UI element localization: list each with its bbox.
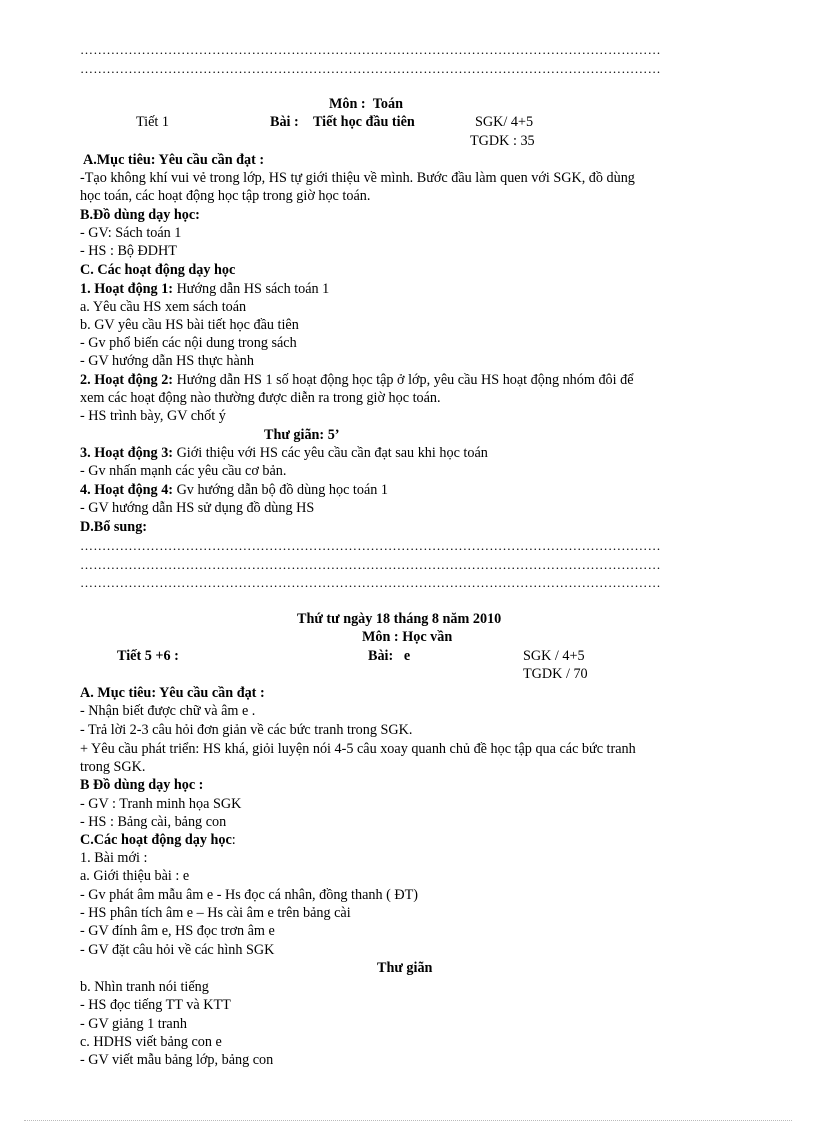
lesson-title: e <box>403 648 411 664</box>
activity-1: 1. Hoạt động 1: Hướng dẫn HS sách toán 1 <box>80 281 330 297</box>
list-item: - Trả lời 2-3 câu hỏi đơn giản về các bức tranh trong SGK. <box>80 722 413 738</box>
list-item: b. Nhìn tranh nói tiếng <box>80 979 209 995</box>
lesson1-subject-line <box>329 95 403 113</box>
dotted-line: …………………………………………………………………………………………………………………… <box>80 538 661 553</box>
activity-4: 4. Hoạt động 4: Gv hướng dẫn bộ đồ dùng học toán 1 <box>80 482 388 498</box>
dotted-line: …………………………………………………………………………………………………………………… <box>80 42 661 57</box>
subject-label: Môn : <box>362 629 399 645</box>
list-item: - HS trình bày, GV chốt ý <box>80 408 226 424</box>
list-item: a. Giới thiệu bài : e <box>80 868 190 884</box>
list-item: - HS phân tích âm e – Hs cài âm e trên bảng cài <box>80 905 351 921</box>
list-item: a. Yêu cầu HS xem sách toán <box>80 299 247 315</box>
lesson2-tgdk: TGDK / 70 <box>523 666 588 682</box>
dotted-line: …………………………………………………………………………………………………………………… <box>80 575 661 590</box>
relax-heading: Thư giãn <box>377 960 433 976</box>
lesson1-tgdk: TGDK : 35 <box>470 133 535 149</box>
list-item: xem các hoạt động nào thường được diễn ra trong giờ học toán. <box>80 390 441 406</box>
subject-label: Môn : <box>329 96 366 112</box>
list-item: - Nhận biết được chữ và âm e . <box>80 703 256 719</box>
section-a-text: -Tạo không khí vui vẻ trong lớp, HS tự giới thiệu về mình. Bước đầu làm quen với SGK, đồ dùng <box>80 170 635 186</box>
page-bottom-border <box>24 1120 792 1121</box>
list-item: 1. Bài mới : <box>80 850 148 866</box>
list-item: - GV: Sách toán 1 <box>80 225 182 241</box>
subject-name: Học vần <box>402 629 453 645</box>
list-item: b. GV yêu cầu HS bài tiết học đầu tiên <box>80 317 299 333</box>
section-d-heading: D.Bổ sung: <box>80 519 148 535</box>
list-item: - Gv phổ biến các nội dung trong sách <box>80 335 297 351</box>
lesson1-period: Tiết 1 <box>136 114 169 130</box>
lesson2-title-line <box>368 647 410 665</box>
lesson2-subject-line <box>362 628 452 646</box>
activity-2: 2. Hoạt động 2: Hướng dẫn HS 1 số hoạt động học tập ở lớp, yêu cầu HS hoạt động nhóm đôi để <box>80 372 634 388</box>
lesson-label: Bài: <box>368 648 394 664</box>
list-item: c. HDHS viết bảng con e <box>80 1034 222 1050</box>
lesson-label: Bài : <box>270 114 299 130</box>
activity-3: 3. Hoạt động 3: Giới thiệu với HS các yêu cầu cần đạt sau khi học toán <box>80 445 488 461</box>
section-a-text: học toán, các hoạt động học tập trong giờ học toán. <box>80 188 371 204</box>
list-item: - GV giảng 1 tranh <box>80 1016 187 1032</box>
dotted-line: …………………………………………………………………………………………………………………… <box>80 557 661 572</box>
section-a-heading: A.Mục tiêu: Yêu cầu cần đạt : <box>83 152 265 168</box>
dotted-line: …………………………………………………………………………………………………………………… <box>80 61 661 76</box>
list-item: trong SGK. <box>80 759 146 775</box>
list-item: - HS : Bảng cài, bảng con <box>80 814 227 830</box>
list-item: - Gv phát âm mẫu âm e - Hs đọc cá nhân, đồng thanh ( ĐT) <box>80 887 419 903</box>
list-item: + Yêu cầu phát triển: HS khá, giỏi luyện nói 4-5 câu xoay quanh chủ đề học tập qua các bức tranh <box>80 741 636 757</box>
list-item: - GV hướng dẫn HS thực hành <box>80 353 254 369</box>
list-item: - GV đính âm e, HS đọc trơn âm e <box>80 923 275 939</box>
section-c-heading: C.Các hoạt động dạy học: <box>80 832 236 848</box>
lesson2-period: Tiết 5 +6 : <box>117 648 179 664</box>
lesson-title: Tiết học đầu tiên <box>312 114 415 130</box>
section-c-heading: C. Các hoạt động dạy học <box>80 262 236 278</box>
list-item: - Gv nhấn mạnh các yêu cầu cơ bản. <box>80 463 287 479</box>
list-item: - GV hướng dẫn HS sử dụng đồ dùng HS <box>80 500 315 516</box>
relax-heading: Thư giãn: 5’ <box>264 427 340 443</box>
lesson2-sgk: SGK / 4+5 <box>523 648 585 664</box>
lesson2-date: Thứ tư ngày 18 tháng 8 năm 2010 <box>297 611 502 627</box>
list-item: - HS đọc tiếng TT và KTT <box>80 997 231 1013</box>
section-b-heading: B Đồ dùng dạy học : <box>80 777 204 793</box>
lesson1-title-line <box>270 113 415 131</box>
list-item: - GV đặt câu hỏi về các hình SGK <box>80 942 275 958</box>
lesson1-sgk: SGK/ 4+5 <box>475 114 534 130</box>
subject-name: Toán <box>372 96 403 112</box>
section-b-heading: B.Đồ dùng dạy học: <box>80 207 200 223</box>
list-item: - GV : Tranh minh họa SGK <box>80 796 242 812</box>
section-a-heading: A. Mục tiêu: Yêu cầu cần đạt : <box>80 685 265 701</box>
list-item: - GV viết mẫu bảng lớp, bảng con <box>80 1052 274 1068</box>
list-item: - HS : Bộ ĐDHT <box>80 243 177 259</box>
